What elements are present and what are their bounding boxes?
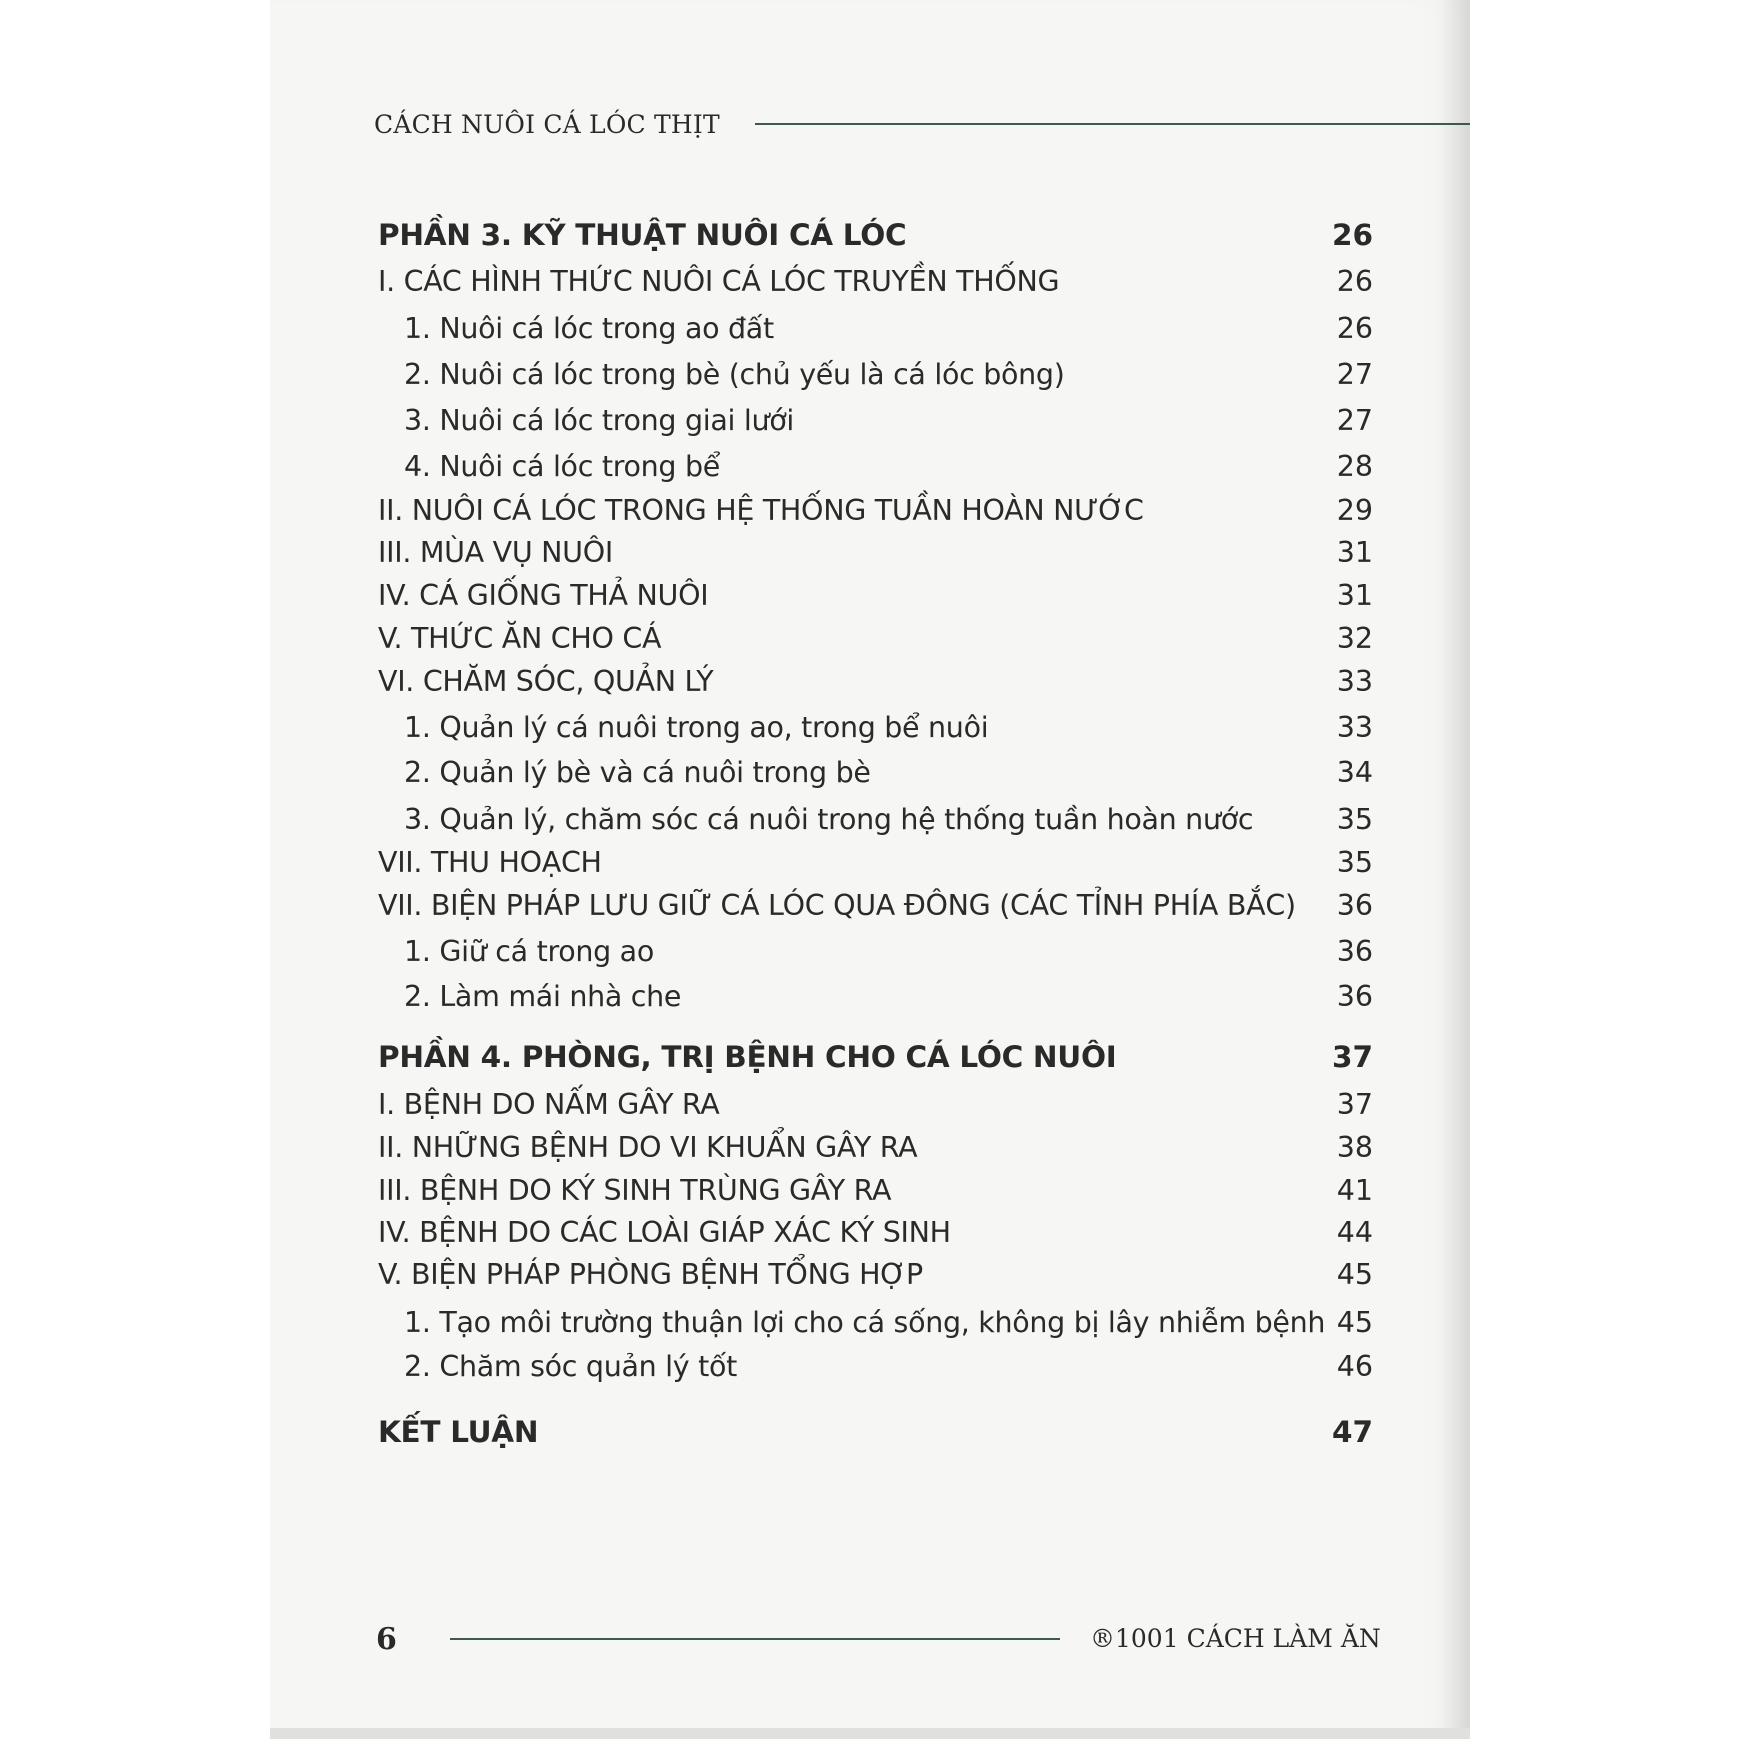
toc-entry-label: I. CÁC HÌNH THỨC NUÔI CÁ LÓC TRUYỀN THỐNG xyxy=(378,265,1060,298)
toc-entry-page: 36 xyxy=(1336,980,1373,1013)
toc-entry-page: 26 xyxy=(1336,265,1373,298)
toc-section-entry xyxy=(378,494,1373,527)
toc-entry-label: 3. Quản lý, chăm sóc cá nuôi trong hệ thống tuần hoàn nước xyxy=(404,803,1254,836)
toc-subsection-entry xyxy=(378,711,1373,744)
toc-section-entry xyxy=(378,1174,1373,1207)
toc-entry-label: 1. Giữ cá trong ao xyxy=(404,935,654,968)
page-number: 6 xyxy=(376,1622,397,1657)
toc-entry-label: II. NUÔI CÁ LÓC TRONG HỆ THỐNG TUẦN HOÀN NƯỚC xyxy=(378,494,1144,527)
toc-entry-page: 27 xyxy=(1336,358,1373,391)
toc-section-entry xyxy=(378,579,1373,612)
toc-entry-page: 45 xyxy=(1336,1258,1373,1291)
toc-entry-page: 26 xyxy=(1336,312,1373,345)
toc-subsection-entry xyxy=(378,980,1373,1013)
toc-section-entry xyxy=(378,846,1373,879)
toc-entry-label: III. MÙA VỤ NUÔI xyxy=(378,536,613,569)
toc-entry-page: 41 xyxy=(1336,1174,1373,1207)
toc-entry-page: 36 xyxy=(1336,889,1373,922)
toc-part-entry xyxy=(378,1040,1373,1074)
toc-section-entry xyxy=(378,1258,1373,1291)
toc-entry-page: 45 xyxy=(1336,1306,1373,1339)
toc-subsection-entry xyxy=(378,803,1373,836)
toc-entry-label: 4. Nuôi cá lóc trong bể xyxy=(404,450,720,483)
running-header-title: CÁCH NUÔI CÁ LÓC THỊT xyxy=(374,110,720,139)
toc-entry-page: 29 xyxy=(1336,494,1373,527)
toc-section-entry xyxy=(378,1216,1373,1249)
toc-entry-label: 1. Quản lý cá nuôi trong ao, trong bể nuôi xyxy=(404,711,989,744)
toc-entry-label: III. BỆNH DO KÝ SINH TRÙNG GÂY RA xyxy=(378,1174,892,1207)
toc-entry-label: VII. THU HOẠCH xyxy=(378,846,602,879)
toc-entry-page: 33 xyxy=(1336,665,1373,698)
toc-subsection-entry xyxy=(378,450,1373,483)
toc-entry-page: 38 xyxy=(1336,1131,1373,1164)
toc-entry-page: 35 xyxy=(1336,846,1373,879)
toc-entry-page: 26 xyxy=(1331,218,1373,252)
toc-section-entry xyxy=(378,622,1373,655)
toc-subsection-entry xyxy=(378,404,1373,437)
toc-entry-label: VI. CHĂM SÓC, QUẢN LÝ xyxy=(378,665,714,698)
toc-entry-label: PHẦN 4. PHÒNG, TRỊ BỆNH CHO CÁ LÓC NUÔI xyxy=(378,1040,1117,1074)
toc-entry-page: 37 xyxy=(1336,1088,1373,1121)
toc-subsection-entry xyxy=(378,312,1373,345)
toc-subsection-entry xyxy=(378,935,1373,968)
toc-part-entry xyxy=(378,1415,1373,1449)
toc-entry-page: 27 xyxy=(1336,404,1373,437)
toc-subsection-entry xyxy=(378,1306,1373,1339)
toc-section-entry xyxy=(378,1131,1373,1164)
footer-rule xyxy=(450,1638,1060,1640)
toc-entry-page: 47 xyxy=(1331,1415,1373,1449)
toc-section-entry xyxy=(378,1088,1373,1121)
toc-entry-page: 46 xyxy=(1336,1350,1373,1383)
toc-entry-page: 31 xyxy=(1336,579,1373,612)
toc-section-entry xyxy=(378,889,1373,922)
toc-entry-label: KẾT LUẬN xyxy=(378,1415,539,1449)
toc-section-entry xyxy=(378,665,1373,698)
toc-subsection-entry xyxy=(378,1350,1373,1383)
toc-part-entry xyxy=(378,218,1373,252)
toc-entry-page: 36 xyxy=(1336,935,1373,968)
toc-entry-page: 37 xyxy=(1331,1040,1373,1074)
toc-entry-label: 1. Nuôi cá lóc trong ao đất xyxy=(404,312,774,345)
toc-subsection-entry xyxy=(378,756,1373,789)
toc-entry-page: 32 xyxy=(1336,622,1373,655)
toc-entry-label: 3. Nuôi cá lóc trong giai lưới xyxy=(404,404,795,437)
toc-section-entry xyxy=(378,536,1373,569)
toc-subsection-entry xyxy=(378,358,1373,391)
toc-entry-page: 28 xyxy=(1336,450,1373,483)
toc-entry-label: 2. Chăm sóc quản lý tốt xyxy=(404,1350,737,1383)
toc-entry-page: 33 xyxy=(1336,711,1373,744)
toc-entry-label: I. BỆNH DO NẤM GÂY RA xyxy=(378,1088,720,1121)
toc-entry-page: 31 xyxy=(1336,536,1373,569)
toc-entry-label: V. THỨC ĂN CHO CÁ xyxy=(378,622,662,655)
toc-entry-label: II. NHỮNG BỆNH DO VI KHUẨN GÂY RA xyxy=(378,1131,918,1164)
toc-entry-label: IV. CÁ GIỐNG THẢ NUÔI xyxy=(378,579,709,612)
toc-entry-label: VII. BIỆN PHÁP LƯU GIỮ CÁ LÓC QUA ĐÔNG (CÁC TỈNH PHÍA BẮC) xyxy=(378,889,1296,922)
toc-entry-page: 35 xyxy=(1336,803,1373,836)
toc-entry-label: 2. Quản lý bè và cá nuôi trong bè xyxy=(404,756,871,789)
footer-brand: ®1001 CÁCH LÀM ĂN xyxy=(1090,1624,1381,1653)
toc-entry-label: IV. BỆNH DO CÁC LOÀI GIÁP XÁC KÝ SINH xyxy=(378,1216,951,1249)
toc-entry-label: 1. Tạo môi trường thuận lợi cho cá sống, không bị lây nhiễm bệnh xyxy=(404,1306,1326,1339)
toc-entry-page: 34 xyxy=(1336,756,1373,789)
toc-entry-label: 2. Làm mái nhà che xyxy=(404,980,682,1013)
toc-entry-page: 44 xyxy=(1336,1216,1373,1249)
toc-entry-label: V. BIỆN PHÁP PHÒNG BỆNH TỔNG HỢP xyxy=(378,1258,923,1291)
toc-section-entry xyxy=(378,265,1373,298)
toc-entry-label: PHẦN 3. KỸ THUẬT NUÔI CÁ LÓC xyxy=(378,218,907,252)
toc-entry-label: 2. Nuôi cá lóc trong bè (chủ yếu là cá lóc bông) xyxy=(404,358,1065,391)
